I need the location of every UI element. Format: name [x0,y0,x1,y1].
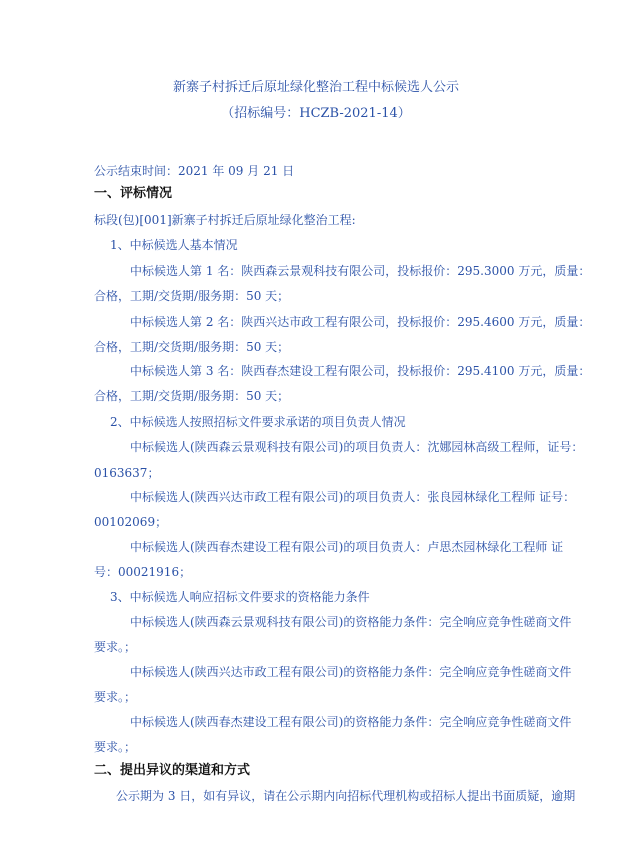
project-manager-1-line-1: 中标候选人(陕西森云景观科技有限公司)的项目负责人：沈娜园林高级工程师，证号： [130,440,584,454]
subheading-candidate-basics: 1、中标候选人基本情况 [110,238,238,252]
candidate-1-line-1: 中标候选人第 1 名：陕西森云景观科技有限公司，投标报价：295.3000 万元，质量： [130,264,591,278]
objection-paragraph: 公示期为 3 日，如有异议，请在公示期内向招标代理机构或招标人提出书面质疑，逾期 [116,789,576,803]
qualification-3-line-2: 要求。； [94,740,137,754]
publicity-end-time: 公示结束时间：2021 年 09 月 21 日 [94,164,295,178]
project-manager-2-line-2: 00102069； [94,515,168,529]
qualification-1-line-2: 要求。； [94,640,137,654]
project-manager-2-line-1: 中标候选人(陕西兴达市政工程有限公司)的项目负责人：张良园林绿化工程师 证号： [130,490,576,504]
qualification-3-line-1: 中标候选人(陕西春杰建设工程有限公司)的资格能力条件：完全响应竞争性磋商文件 [130,715,572,729]
qualification-1-line-1: 中标候选人(陕西森云景观科技有限公司)的资格能力条件：完全响应竞争性磋商文件 [130,615,572,629]
candidate-1-line-2: 合格，工期/交货期/服务期：50 天； [94,289,290,303]
subheading-project-managers: 2、中标候选人按照招标文件要求承诺的项目负责人情况 [110,415,406,429]
document-title: 新寨子村拆迁后原址绿化整治工程中标候选人公示 [172,80,459,95]
subheading-qualifications: 3、中标候选人响应招标文件要求的资格能力条件 [110,590,370,604]
project-manager-3-line-2: 号：00021916； [94,565,192,579]
qualification-2-line-2: 要求。； [94,690,137,704]
tender-section-label: 标段(包)[001]新寨子村拆迁后原址绿化整治工程: [94,213,356,227]
candidate-2-line-1: 中标候选人第 2 名：陕西兴达市政工程有限公司，投标报价：295.4600 万元，质量： [130,315,591,329]
project-manager-1-line-2: 0163637； [94,466,160,480]
section-heading-evaluation: 一、评标情况 [94,186,173,201]
candidate-3-line-1: 中标候选人第 3 名：陕西春杰建设工程有限公司，投标报价：295.4100 万元，质量： [130,364,591,378]
candidate-3-line-2: 合格，工期/交货期/服务期：50 天； [94,389,290,403]
section-heading-objections: 二、提出异议的渠道和方式 [94,763,251,778]
project-manager-3-line-1: 中标候选人(陕西春杰建设工程有限公司)的项目负责人：卢思杰园林绿化工程师 证 [130,540,564,554]
qualification-2-line-1: 中标候选人(陕西兴达市政工程有限公司)的资格能力条件：完全响应竞争性磋商文件 [130,665,572,679]
tender-code: （招标编号：HCZB-2021-14） [221,106,411,121]
candidate-2-line-2: 合格，工期/交货期/服务期：50 天； [94,340,290,354]
